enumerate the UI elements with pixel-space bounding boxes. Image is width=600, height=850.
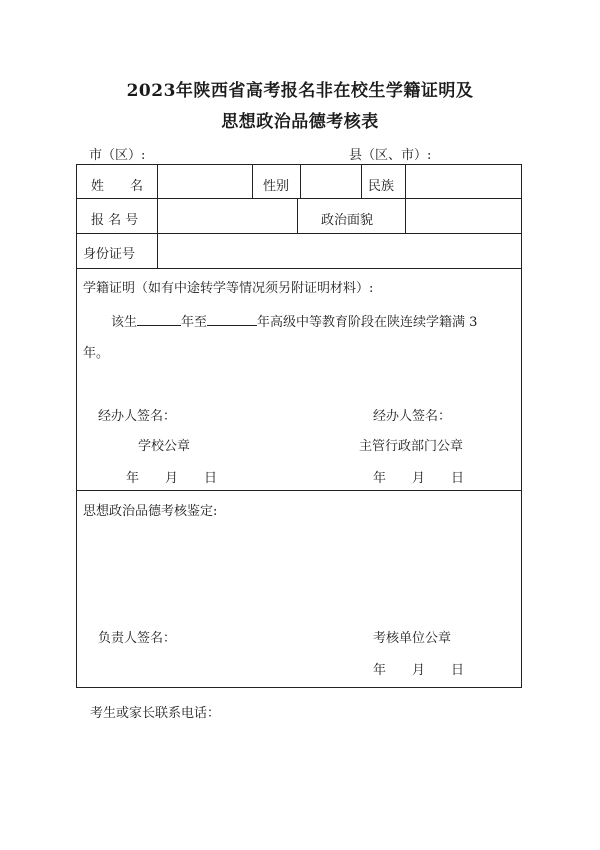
form-title-line-2: 思想政治品德考核表 [221, 112, 379, 132]
gender-field[interactable] [302, 167, 360, 197]
gender-label: 性别 [263, 179, 290, 194]
registration-number-field[interactable] [159, 201, 295, 231]
name-label: 姓 名 [91, 179, 144, 194]
moral-assessment-heading: 思想政治品德考核鉴定: [83, 504, 218, 519]
statement-mid: 年至 [181, 315, 208, 330]
form-title-line-1: 2023年陕西省高考报名非在校生学籍证明及 [126, 81, 474, 101]
school-record-statement [111, 311, 477, 330]
assessment-unit-seal-label: 考核单位公章 [373, 631, 452, 646]
responsible-signature-label: 负责人签名： [98, 631, 177, 646]
row-divider [77, 198, 521, 199]
id-number-field[interactable] [159, 236, 521, 266]
row-divider [77, 233, 521, 234]
city-label: 市（区）: [89, 148, 146, 163]
name-field[interactable] [159, 167, 251, 197]
school-seal-label: 学校公章 [138, 439, 191, 454]
start-year-blank[interactable] [137, 313, 181, 326]
form-table [76, 164, 522, 688]
column-divider [297, 198, 298, 233]
school-date-label: 年 月 日 [126, 471, 218, 486]
ethnicity-label: 民族 [368, 179, 395, 194]
county-label: 县（区、市）: [349, 148, 432, 163]
column-divider [252, 165, 253, 198]
column-divider [405, 165, 406, 198]
ethnicity-field[interactable] [407, 167, 521, 197]
column-divider [300, 165, 301, 198]
authority-date-label: 年 月 日 [373, 471, 465, 486]
handler-signature-label-right: 经办人签名： [373, 409, 452, 424]
contact-phone-label: 考生或家长联系电话： [90, 706, 221, 721]
statement-prefix: 该生 [111, 315, 138, 330]
political-status-field[interactable] [407, 201, 521, 231]
statement-suffix: 年高级中等教育阶段在陕连续学籍满 3 [257, 315, 478, 330]
handler-signature-label-left: 经办人签名： [98, 409, 177, 424]
authority-seal-label: 主管行政部门公章 [359, 439, 464, 454]
column-divider [405, 198, 406, 233]
column-divider [157, 165, 158, 268]
row-divider [77, 268, 521, 269]
registration-number-label: 报 名 号 [91, 213, 139, 228]
end-year-blank[interactable] [207, 313, 257, 326]
assessment-date-label: 年 月 日 [373, 663, 465, 678]
id-number-label: 身份证号 [83, 247, 136, 262]
column-divider [361, 165, 362, 198]
statement-end: 年。 [83, 346, 110, 361]
section-divider [77, 490, 521, 491]
political-status-label: 政治面貌 [321, 213, 374, 228]
school-record-heading: 学籍证明（如有中途转学等情况须另附证明材料）: [83, 281, 374, 296]
